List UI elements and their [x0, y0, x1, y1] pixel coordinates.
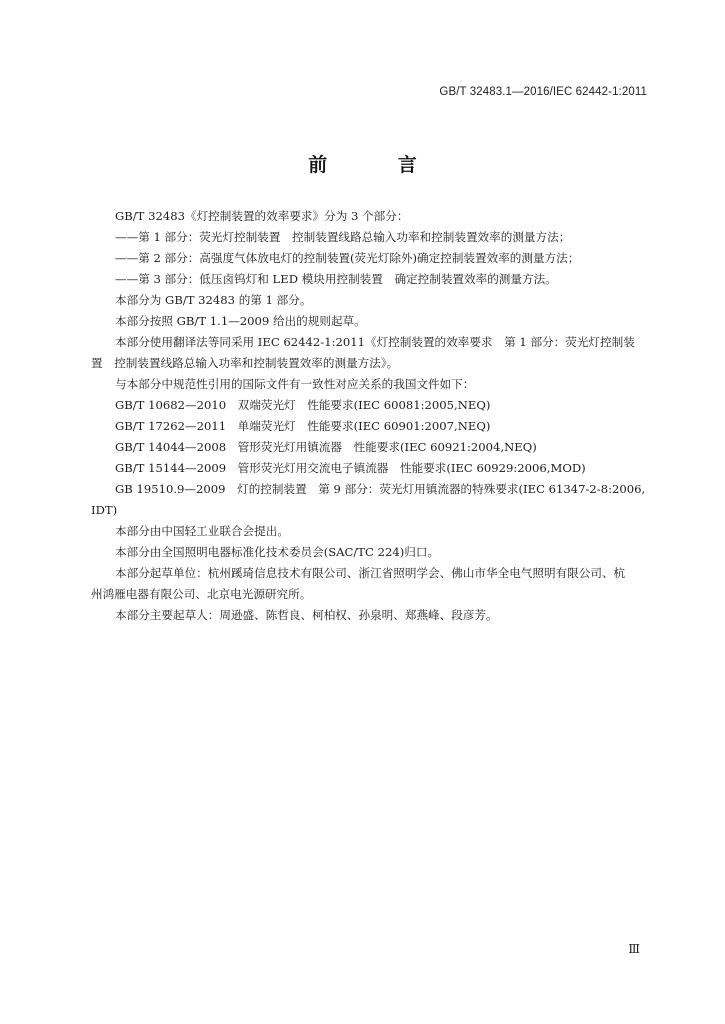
paragraph-line: 置 控制装置线路总输入功率和控制装置效率的测量方法》。 — [91, 356, 399, 370]
paragraph-line: 与本部分中规范性引用的国际文件有一致性对应关系的我国文件如下： — [115, 377, 475, 391]
paragraph-line: 本部分使用翻译法等同采用 IEC 62442-1:2011《灯控制装置的效率要求 第 1 部分：荧光灯控制装 — [115, 335, 635, 349]
paragraph-line: ——第 2 部分：高强度气体放电灯的控制装置(荧光灯除外)确定控制装置效率的测量方法； — [115, 251, 580, 265]
paragraph-line: 本部分由中国轻工业联合会提出。 — [115, 524, 289, 538]
paragraph-line: 本部分为 GB/T 32483 的第 1 部分。 — [115, 293, 312, 307]
paragraph-line: GB/T 10682—2010 双端荧光灯 性能要求(IEC 60081:2005,NEQ) — [115, 398, 491, 412]
foreword-body — [91, 206, 651, 626]
paragraph-line: GB/T 14044—2008 管形荧光灯用镇流器 性能要求(IEC 60921:2004,NEQ) — [115, 440, 537, 454]
standard-code-header: GB/T 32483.1—2016/IEC 62442-1:2011 — [439, 86, 647, 98]
paragraph-line: GB/T 32483《灯控制装置的效率要求》分为 3 个部分： — [115, 209, 409, 223]
paragraph-line: 本部分由全国照明电器标准化技术委员会(SAC/TC 224)归口。 — [115, 545, 440, 559]
paragraph-line: 州鸿雁电器有限公司、北京电光源研究所。 — [91, 587, 312, 601]
paragraph-line: GB/T 15144—2009 管形荧光灯用交流电子镇流器 性能要求(IEC 60929:2006,MOD) — [115, 461, 586, 475]
page-number: Ⅲ — [628, 942, 640, 956]
paragraph-line: GB/T 17262—2011 单端荧光灯 性能要求(IEC 60901:2007,NEQ) — [115, 419, 491, 433]
page-title: 前 言 — [308, 154, 449, 176]
paragraph-line: ——第 3 部分：低压卤钨灯和 LED 模块用控制装置 确定控制装置效率的测量方法。 — [115, 272, 557, 286]
paragraph-line: GB 19510.9—2009 灯的控制装置 第 9 部分：荧光灯用镇流器的特殊要求(IEC 61347-2-8:2006, — [115, 482, 646, 496]
paragraph-line: ——第 1 部分：荧光灯控制装置 控制装置线路总输入功率和控制装置效率的测量方法； — [115, 230, 571, 244]
paragraph-line: 本部分按照 GB/T 1.1—2009 给出的规则起草。 — [115, 314, 366, 328]
paragraph-line: 本部分主要起草人：周逊盛、陈哲良、柯柏权、孙泉明、郑燕峰、段彦芳。 — [115, 608, 498, 622]
paragraph-line: 本部分起草单位：杭州蹊琦信息技术有限公司、浙江省照明学会、佛山市华全电气照明有限公司、杭 — [115, 566, 626, 580]
paragraph-line: IDT) — [91, 503, 118, 517]
